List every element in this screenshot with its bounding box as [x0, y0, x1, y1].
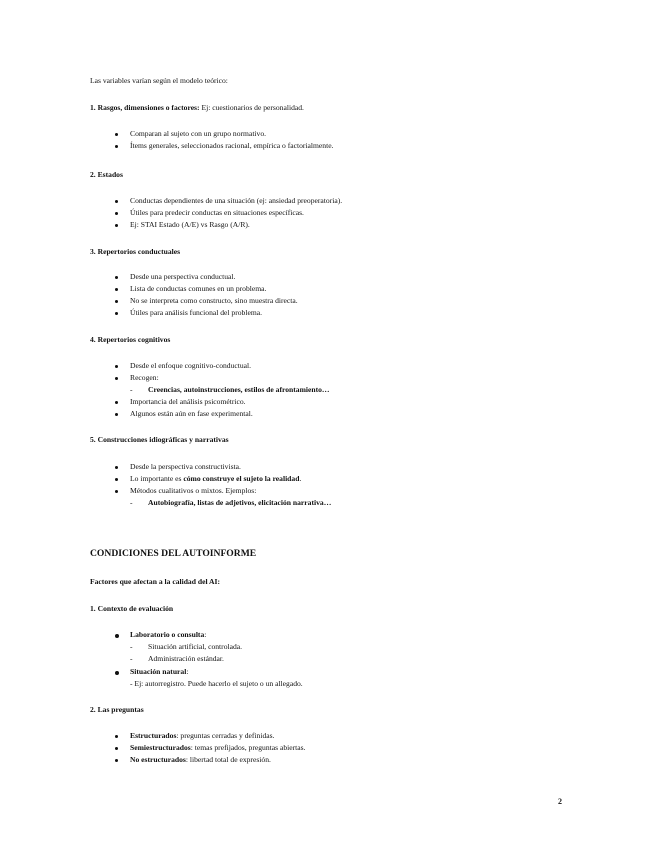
bullet-icon — [115, 401, 118, 404]
list-item — [130, 755, 271, 765]
list-item — [130, 474, 301, 484]
page-number: 2 — [558, 797, 562, 806]
lab-term: Laboratorio o consulta — [130, 630, 205, 639]
dash-icon: - — [130, 654, 133, 663]
list-item: Desde el enfoque cognitivo-conductual. — [130, 361, 252, 370]
dash-icon: - — [130, 385, 133, 394]
conditions-title: CONDICIONES DEL AUTOINFORME — [90, 548, 257, 559]
term: Estructurados — [130, 731, 177, 740]
intro-text: Las variables varían según el modelo teórico: — [90, 76, 228, 85]
factors-heading: Factores que afectan a la calidad del AI: — [90, 577, 220, 586]
bullet-icon — [115, 145, 118, 148]
nat-term: Situación natural — [130, 667, 187, 676]
list-item — [130, 630, 206, 640]
list-item: Útiles para análisis funcional del problema. — [130, 308, 263, 317]
mixed-pre: Lo importante es — [130, 474, 184, 483]
section-3-heading: 3. Repertorios conductuales — [90, 247, 181, 256]
bullet-icon — [115, 224, 118, 227]
list-item: No se interpreta como constructo, sino muestra directa. — [130, 296, 298, 305]
list-item — [130, 667, 188, 677]
bullet-icon — [115, 200, 118, 203]
bullet-icon — [115, 759, 118, 762]
section-4-heading: 4. Repertorios cognitivos — [90, 335, 171, 344]
dash-icon: - — [130, 498, 133, 507]
section-1-heading-rest: Ej: cuestionarios de personalidad. — [199, 103, 304, 112]
note-text: - Ej: autorregistro. Puede hacerlo el sujeto o un allegado. — [130, 679, 303, 688]
list-item: Útiles para predecir conductas en situaciones específicas. — [130, 208, 304, 217]
bullet-icon — [115, 276, 118, 279]
questions-heading: 2. Las preguntas — [90, 705, 144, 714]
section-5-heading: 5. Construcciones idiográficas y narrativas — [90, 435, 229, 444]
list-item: Comparan al sujeto con un grupo normativo. — [130, 129, 267, 138]
list-item — [130, 743, 305, 753]
desc: : libertad total de expresión. — [185, 755, 271, 764]
bullet-icon — [115, 490, 118, 493]
section-2-heading: 2. Estados — [90, 170, 123, 179]
context-heading: 1. Contexto de evaluación — [90, 604, 174, 613]
list-item: Recogen: — [130, 373, 159, 382]
list-item: Ítems generales, seleccionados racional, empírica o factorialmente. — [130, 141, 334, 150]
bullet-icon — [115, 365, 118, 368]
bullet-icon — [115, 747, 118, 750]
lab-colon: : — [204, 630, 207, 639]
desc: : preguntas cerradas y definidas. — [176, 731, 275, 740]
list-item: Métodos cualitativos o mixtos. Ejemplos: — [130, 486, 257, 495]
bullet-icon — [115, 634, 119, 638]
bullet-icon — [115, 212, 118, 215]
bullet-icon — [115, 413, 118, 416]
sub-list-item: Administración estándar. — [148, 654, 224, 663]
mixed-bold: cómo construye el sujeto la realidad — [183, 474, 300, 483]
section-1-heading — [90, 103, 304, 113]
list-item: Importancia del análisis psicométrico. — [130, 397, 246, 406]
list-item: Algunos están aún en fase experimental. — [130, 409, 253, 418]
section-1-heading-bold: 1. Rasgos, dimensiones o factores: — [90, 103, 200, 112]
term: Semiestructurados — [130, 743, 191, 752]
list-item: Lista de conductas comunes en un problema. — [130, 284, 267, 293]
nat-colon: : — [186, 667, 189, 676]
term: No estructurados — [130, 755, 186, 764]
desc: : temas prefijados, preguntas abiertas. — [190, 743, 306, 752]
sub-list-item: Creencias, autoinstrucciones, estilos de afrontamiento… — [148, 385, 330, 394]
sub-list-item: Situación artificial, controlada. — [148, 642, 243, 651]
bullet-icon — [115, 300, 118, 303]
bullet-icon — [115, 133, 118, 136]
bullet-icon — [115, 377, 118, 380]
list-item — [130, 731, 274, 741]
bullet-icon — [115, 466, 118, 469]
bullet-icon — [115, 735, 118, 738]
bullet-icon — [115, 671, 119, 675]
list-item: Conductas dependientes de una situación (ej: ansiedad preoperatoria). — [130, 196, 343, 205]
list-item: Desde una perspectiva conductual. — [130, 272, 236, 281]
list-item: Ej: STAI Estado (A/E) vs Rasgo (A/R). — [130, 220, 250, 229]
dash-icon: - — [130, 642, 133, 651]
bullet-icon — [115, 288, 118, 291]
list-item: Desde la perspectiva constructivista. — [130, 462, 241, 471]
bullet-icon — [115, 312, 118, 315]
sub-list-item: Autobiografía, listas de adjetivos, elicitación narrativa… — [148, 498, 332, 507]
bullet-icon — [115, 478, 118, 481]
mixed-post: . — [299, 474, 302, 483]
